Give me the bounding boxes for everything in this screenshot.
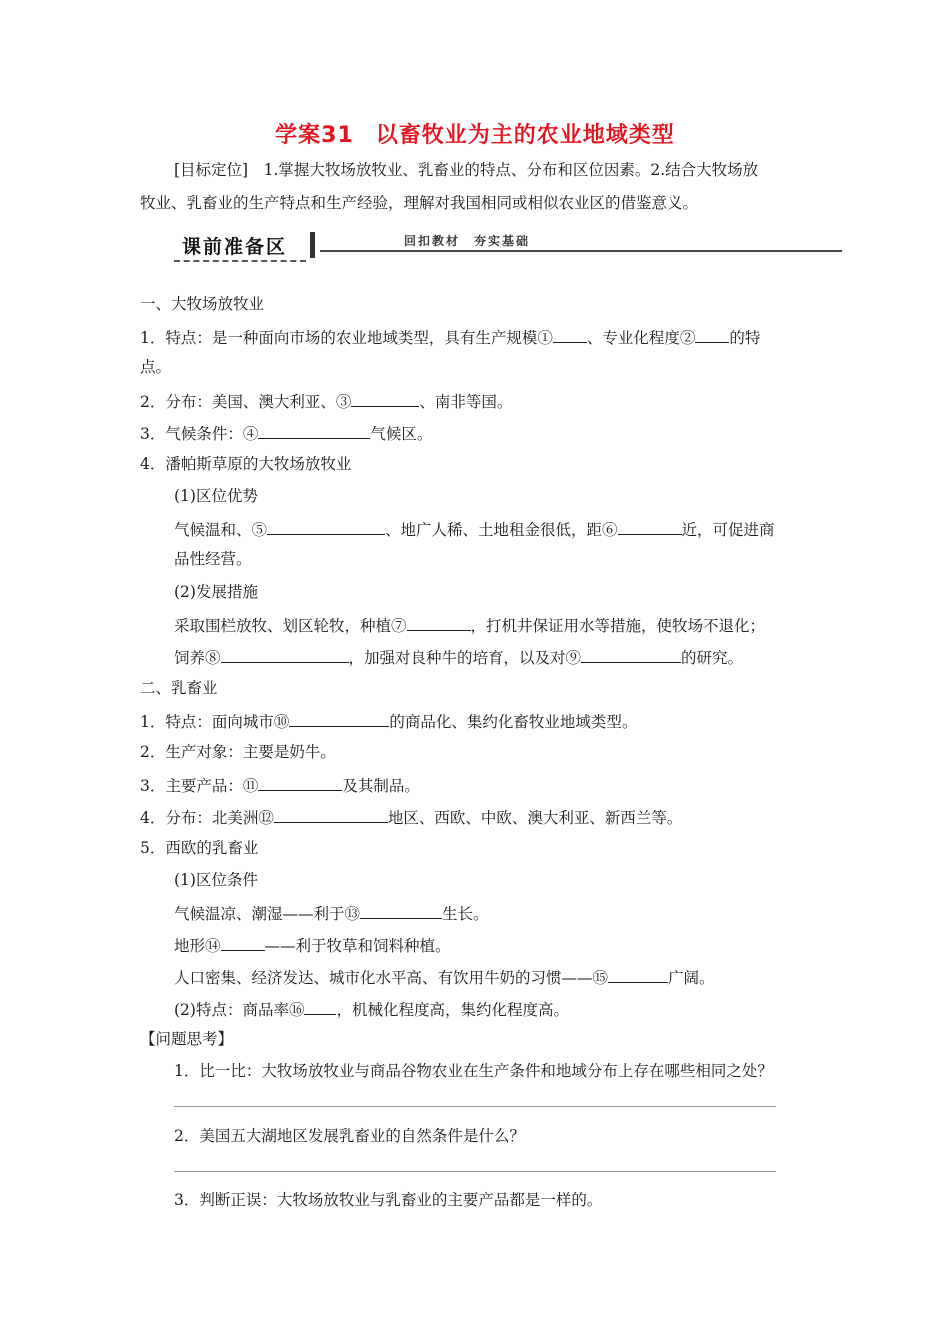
questions-heading: 【问题思考】 — [140, 1030, 234, 1048]
text: 2．分布：美国、澳大利亚、③ — [140, 393, 352, 411]
s2-item5-sub2 — [174, 998, 569, 1020]
text: 及其制品。 — [342, 777, 420, 795]
text: 的研究。 — [681, 649, 744, 667]
blank-12[interactable] — [274, 806, 388, 823]
blank-1[interactable] — [553, 326, 587, 343]
text: 广阔。 — [668, 969, 715, 987]
s2-item5-line2 — [174, 934, 451, 956]
blank-14[interactable] — [221, 934, 265, 951]
banner-divider — [310, 232, 315, 258]
blank-8[interactable] — [221, 646, 349, 663]
goal-line-2: 牧业、乳畜业的生产特点和生产经验，理解对我国相同或相似农业区的借鉴意义。 — [140, 194, 699, 212]
goal-line-1: [目标定位] 1.掌握大牧场放牧业、乳畜业的特点、分布和区位因素。2.结合大牧场放 — [174, 161, 759, 179]
text: 人口密集、经济发达、城市化水平高、有饮用牛奶的习惯——⑮ — [174, 969, 609, 987]
text: 气候区。 — [370, 425, 433, 443]
text: (2)特点：商品率⑯ — [174, 1001, 305, 1019]
s1-item4-sub1: (1)区位优势 — [174, 487, 258, 505]
question-1: 1．比一比：大牧场放牧业与商品谷物农业在生产条件和地域分布上存在哪些相同之处？ — [174, 1062, 773, 1080]
text: ——利于牧草和饲料种植。 — [264, 937, 451, 955]
section2-heading: 二、乳畜业 — [140, 679, 218, 697]
text: 、地广人稀、土地租金很低，距⑥ — [385, 521, 618, 539]
text: 1．特点：是一种面向市场的农业地域类型，具有生产规模① — [140, 329, 553, 347]
answer-line-2[interactable] — [174, 1171, 776, 1172]
s2-item5-line3 — [174, 966, 715, 988]
blank-13[interactable] — [360, 902, 442, 919]
question-3: 3．判断正误：大牧场放牧业与乳畜业的主要产品都是一样的。 — [174, 1191, 603, 1209]
text: ，机械化程度高，集约化程度高。 — [336, 1001, 569, 1019]
s2-item4 — [140, 806, 682, 828]
text: ，加强对良种牛的培育，以及对⑨ — [348, 649, 582, 667]
s2-item5-sub1: (1)区位条件 — [174, 871, 258, 889]
text: 饲养⑧ — [174, 649, 221, 667]
text: 、南非等国。 — [419, 393, 513, 411]
section1-heading: 一、大牧场放牧业 — [140, 295, 265, 313]
blank-15[interactable] — [608, 966, 668, 983]
text: 4．分布：北美洲⑫ — [140, 809, 274, 827]
text: ，打机井保证用水等措施，使牧场不退化； — [470, 617, 766, 635]
text: 1．特点：面向城市⑩ — [140, 713, 290, 731]
text: 近，可促进商 — [681, 521, 775, 539]
s1-item4: 4．潘帕斯草原的大牧场放牧业 — [140, 455, 352, 473]
s1-item2 — [140, 390, 512, 412]
blank-16[interactable] — [304, 998, 336, 1015]
text: 、专业化程度② — [586, 329, 696, 347]
text: 的特 — [729, 329, 761, 347]
answer-line-1[interactable] — [174, 1106, 776, 1107]
blank-5[interactable] — [267, 518, 385, 535]
blank-4[interactable] — [258, 422, 370, 439]
banner-rule — [320, 250, 842, 252]
s1-item4-sub2: (2)发展措施 — [174, 583, 258, 601]
blank-7[interactable] — [407, 614, 471, 631]
question-2: 2．美国五大湖地区发展乳畜业的自然条件是什么？ — [174, 1127, 525, 1145]
banner-subtitle: 回扣教材 夯实基础 — [404, 234, 531, 248]
s1-item1-cont: 点。 — [140, 358, 172, 376]
blank-11[interactable] — [258, 774, 342, 791]
text: 的商品化、集约化畜牧业地域类型。 — [389, 713, 638, 731]
text: 生长。 — [442, 905, 489, 923]
lesson-number: 学案31 — [275, 123, 354, 148]
s2-item5: 5．西欧的乳畜业 — [140, 839, 259, 857]
page-title — [0, 118, 950, 149]
banner-label: 课前准备区 — [182, 236, 288, 258]
blank-6[interactable] — [618, 518, 682, 535]
lesson-title: 以畜牧业为主的农业地域类型 — [375, 123, 675, 148]
text: 3．主要产品：⑪ — [140, 777, 259, 795]
text: 采取围栏放牧、划区轮牧，种植⑦ — [174, 617, 407, 635]
banner-label-box — [174, 228, 306, 262]
blank-3[interactable] — [351, 390, 419, 407]
blank-10[interactable] — [289, 710, 389, 727]
s1-item1 — [140, 326, 760, 348]
s2-item2: 2．生产对象：主要是奶牛。 — [140, 743, 336, 761]
text: 地区、西欧、中欧、澳大利亚、新西兰等。 — [387, 809, 683, 827]
s1-item4-sub2-line — [174, 614, 765, 636]
blank-9[interactable] — [581, 646, 681, 663]
s1-item4-sub1-line — [174, 518, 775, 540]
text: 3．气候条件：④ — [140, 425, 259, 443]
s1-item4-sub2-line2 — [174, 646, 743, 668]
s1-item3 — [140, 422, 432, 444]
text: 气候温和、⑤ — [174, 521, 268, 539]
s2-item1 — [140, 710, 637, 732]
s2-item5-line1 — [174, 902, 489, 924]
text: 气候温凉、潮湿——利于⑬ — [174, 905, 361, 923]
blank-2[interactable] — [695, 326, 729, 343]
s2-item3 — [140, 774, 420, 796]
section-banner — [174, 228, 842, 264]
s1-item4-sub1-cont: 品性经营。 — [174, 550, 252, 568]
text: 地形⑭ — [174, 937, 221, 955]
